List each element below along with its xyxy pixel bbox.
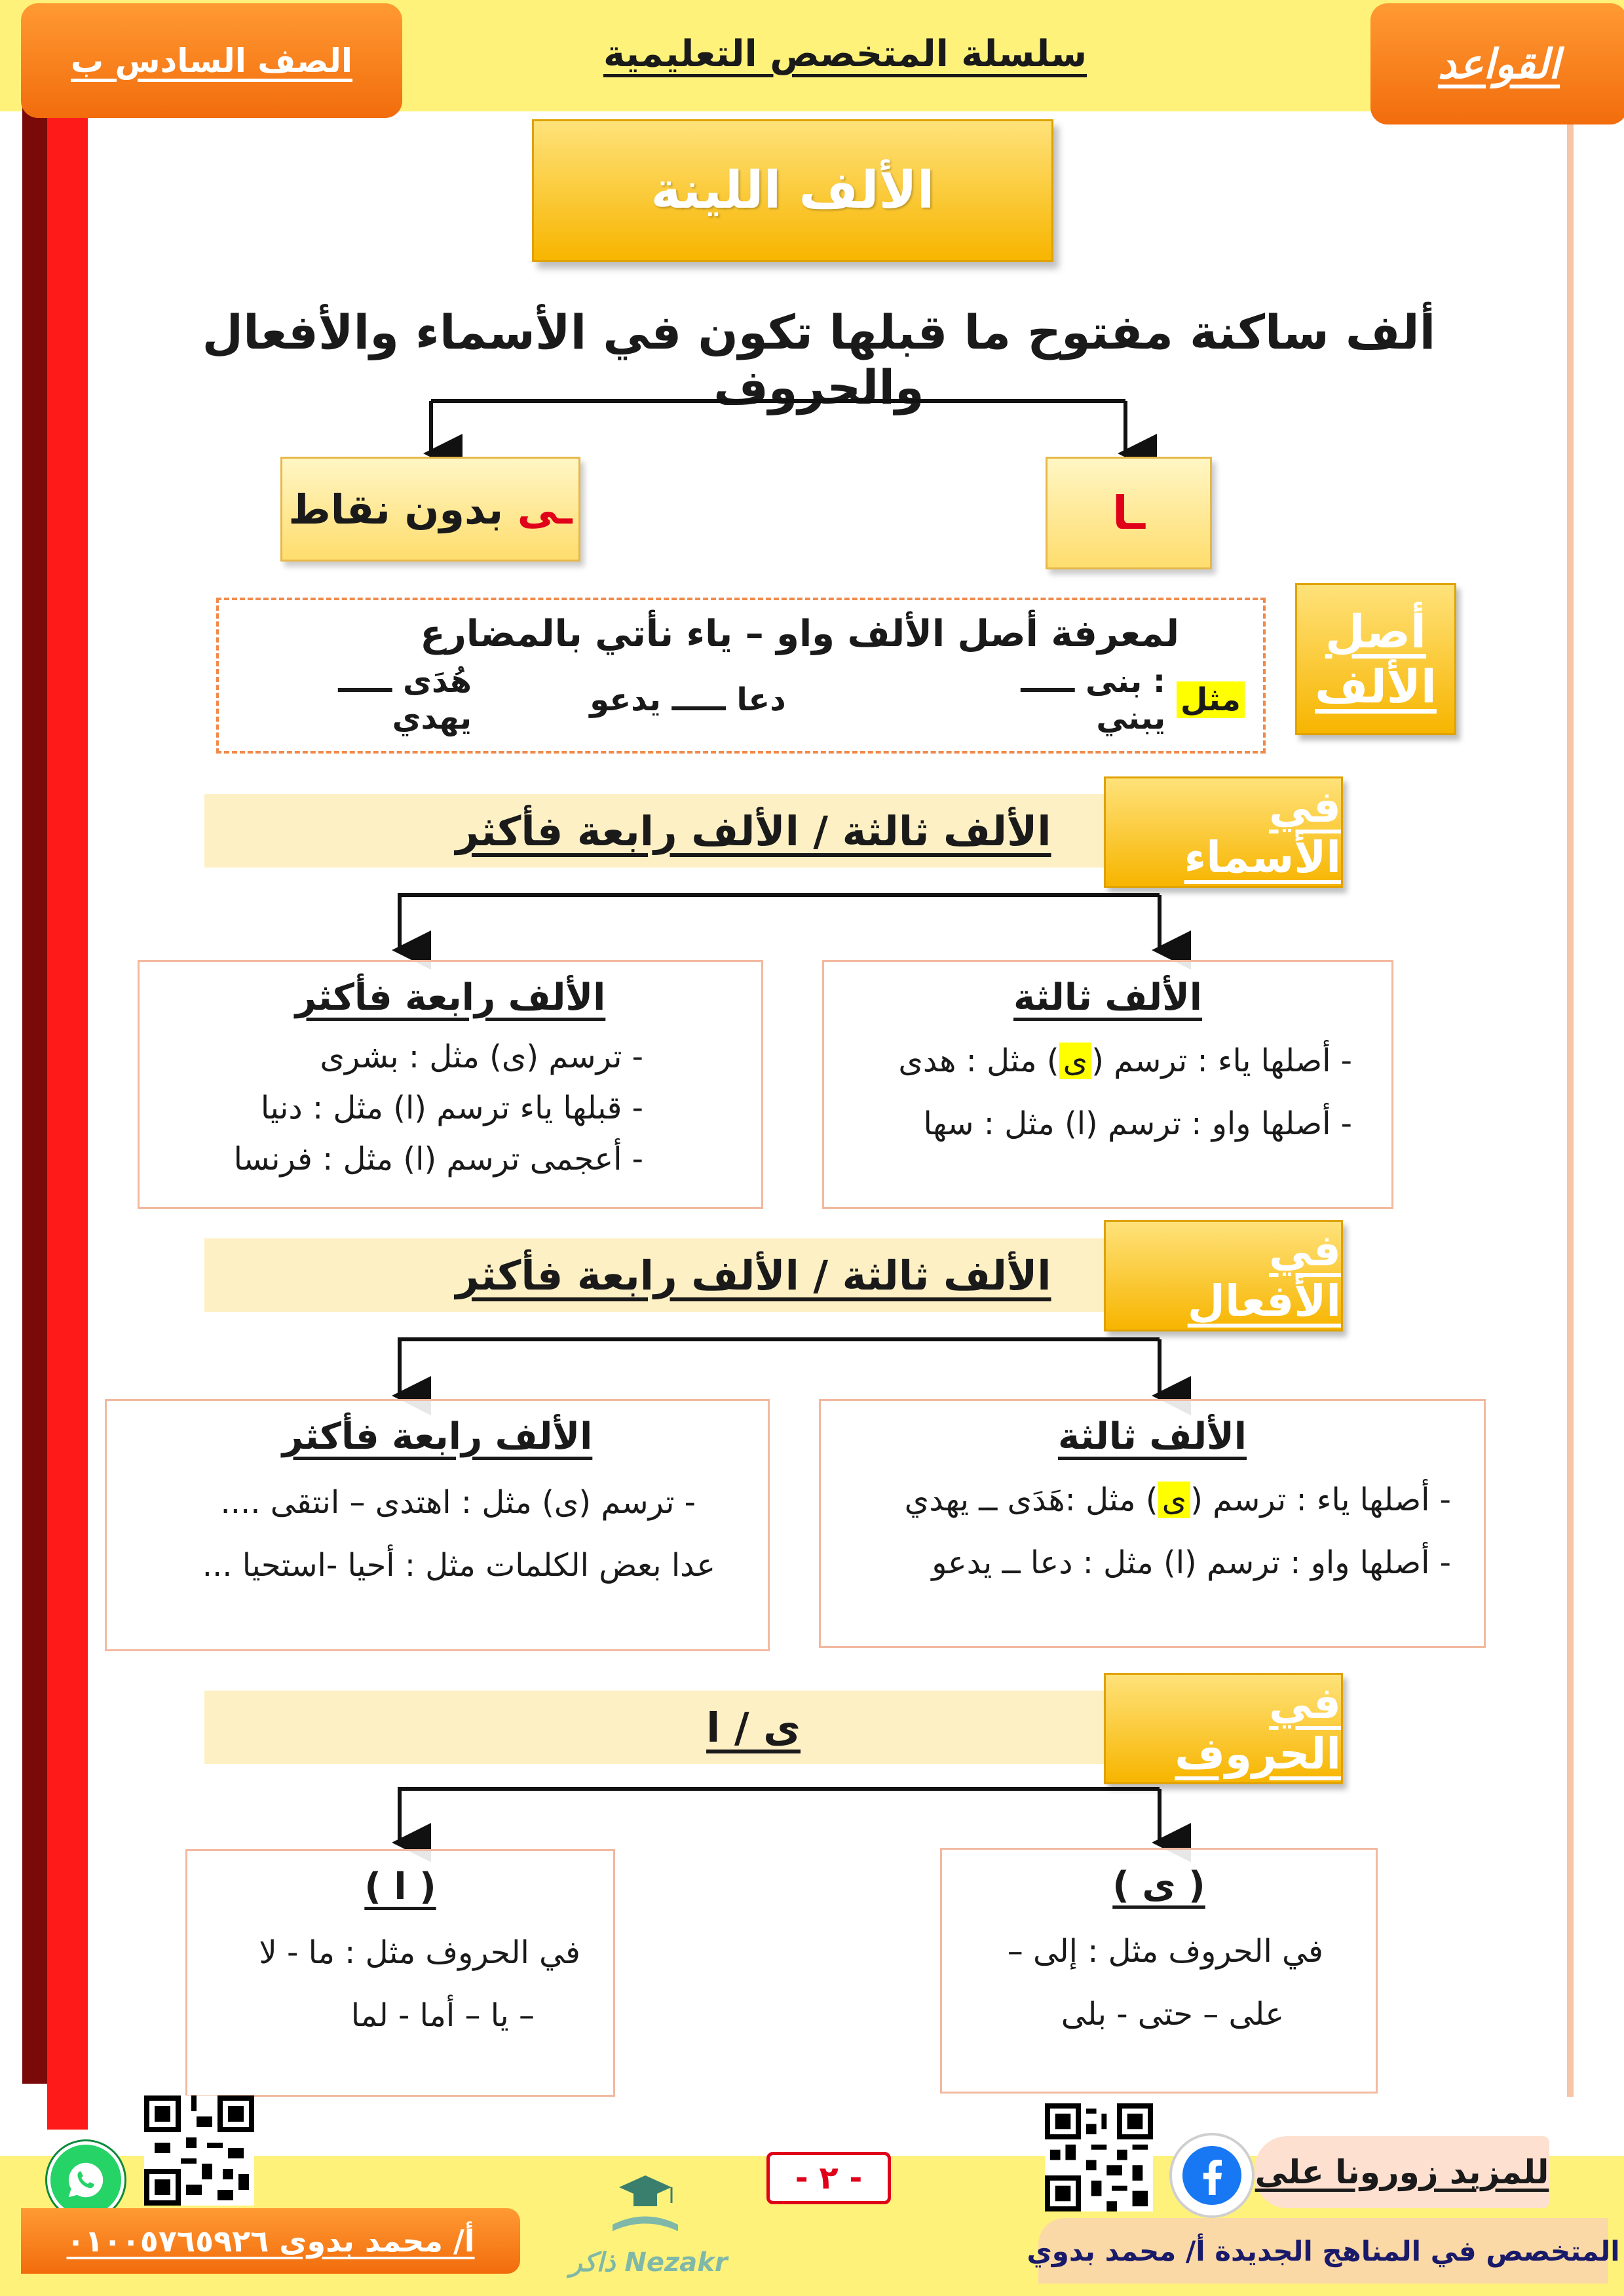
verbs-label bbox=[1104, 1220, 1343, 1331]
teacher-phone-text: أ/ محمد بدوى ٠١٠٠٥٧٦٥٩٢٦ bbox=[66, 2223, 475, 2259]
grade-label: الصف السادس ب bbox=[71, 41, 353, 80]
alif-madd-box: ـا bbox=[1046, 457, 1212, 569]
verbs-third-line1-hl: ى bbox=[1158, 1482, 1191, 1518]
origin-example-1 bbox=[956, 663, 1245, 737]
origin-text: لمعرفة أصل الألف واو – ياء نأتي بالمضارع bbox=[420, 613, 1179, 655]
nezakr-logo-icon bbox=[599, 2162, 691, 2241]
subject-tab bbox=[1370, 3, 1624, 124]
nouns-fourth-line2: - قبلها ياء ترسم (ا) مثل : دنيا bbox=[260, 1090, 643, 1126]
origin-example-3: هُدَى ـــــ يهدي bbox=[338, 663, 472, 737]
verbs-fourth-title: الألف رابعة فأكثر bbox=[282, 1415, 593, 1458]
letters-strip-label: ى / ا bbox=[706, 1703, 801, 1751]
nouns-third-line1 bbox=[824, 1043, 1352, 1079]
nouns-fourth-line3: - أعجمى ترسم (ا) مثل : فرنسا bbox=[233, 1141, 643, 1177]
footer-tagline: المتخصص في المناهج الجديدة أ/ محمد بدوي bbox=[1038, 2218, 1608, 2284]
nouns-third-line2: - أصلها واو : ترسم (ا) مثل : سها bbox=[923, 1105, 1352, 1142]
facebook-icon[interactable] bbox=[1169, 2133, 1255, 2218]
nouns-third-line1-b: ) مثل : هدى bbox=[898, 1043, 1059, 1079]
page-number: - ٢ - bbox=[766, 2152, 891, 2204]
left-margin-bar bbox=[47, 98, 88, 2130]
nouns-fourth-title: الألف رابعة فأكثر bbox=[295, 976, 606, 1019]
nouns-third-box bbox=[822, 960, 1393, 1209]
verbs-third-line1-a: - أصلها ياء : ترسم ( bbox=[1190, 1482, 1451, 1518]
nouns-fourth-line1: - ترسم (ى) مثل : بشرى bbox=[320, 1039, 643, 1075]
verbs-third-title: الألف ثالثة bbox=[1057, 1415, 1247, 1458]
series-title: سلسلة المتخصص التعليمية bbox=[603, 33, 1087, 75]
letters-strip-text bbox=[393, 1691, 1114, 1764]
qr-code-facebook-icon[interactable] bbox=[1045, 2103, 1153, 2211]
alif-maqsura-box bbox=[280, 457, 580, 562]
verbs-strip-label: الألف ثالثة / الألف رابعة فأكثر bbox=[455, 1251, 1051, 1299]
example-label: مثل bbox=[1177, 681, 1245, 718]
nouns-fourth-box bbox=[138, 960, 763, 1209]
verbs-fourth-box bbox=[105, 1399, 770, 1651]
letters-alif-box bbox=[185, 1849, 615, 2097]
nouns-strip-text bbox=[393, 794, 1114, 868]
nouns-strip-label: الألف ثالثة / الألف رابعة فأكثر bbox=[455, 807, 1051, 855]
nouns-label-text: في الأسماء bbox=[1184, 782, 1341, 883]
letters-ya-line2: على – حتى - بلى bbox=[1061, 1996, 1284, 2033]
visit-us-tab[interactable] bbox=[1255, 2136, 1549, 2208]
visit-us-text: للمزيد زورونا على bbox=[1255, 2153, 1549, 2191]
verbs-third-line2: - أصلها واو : ترسم (ا) مثل : دعا ــ يدعو bbox=[932, 1544, 1451, 1581]
right-margin-rule bbox=[1567, 124, 1574, 2097]
letters-alif-line2: – يا – أما - لما bbox=[350, 1997, 535, 2034]
letters-alif-line1: في الحروف مثل : ما - لا bbox=[259, 1934, 580, 1971]
nouns-third-line1-hl: ى bbox=[1059, 1043, 1092, 1079]
verbs-third-line1 bbox=[821, 1482, 1451, 1518]
definition: ألف ساكنة مفتوح ما قبلها تكون في الأسماء والأفعال والحروف bbox=[202, 305, 1436, 415]
verbs-fourth-line2: عدا بعض الكلمات مثل : أحيا -استحيا ... bbox=[202, 1547, 715, 1584]
verbs-third-box bbox=[819, 1399, 1486, 1648]
letters-alif-title: ( ا ) bbox=[364, 1866, 436, 1908]
maqsura-letter: ـى bbox=[517, 485, 573, 533]
origin-label-line2: الألف bbox=[1315, 660, 1437, 714]
verbs-fourth-line1: - ترسم (ى) مثل : اهتدى – انتقى .... bbox=[220, 1484, 696, 1521]
letters-ya-line1: في الحروف مثل : إلى – bbox=[1007, 1933, 1323, 1970]
nouns-third-title: الألف ثالثة bbox=[1013, 976, 1202, 1019]
example-1-text: : بنى ـــــ يبني bbox=[1021, 663, 1166, 737]
letters-label-text: في الحروف bbox=[1175, 1678, 1341, 1779]
origin-label bbox=[1295, 583, 1456, 735]
letters-label bbox=[1104, 1673, 1343, 1784]
qr-code-whatsapp-icon[interactable] bbox=[144, 2095, 254, 2206]
grade-tab bbox=[21, 3, 402, 118]
letters-ya-title: ( ى ) bbox=[1112, 1864, 1205, 1907]
teacher-phone-tab bbox=[21, 2208, 520, 2274]
nouns-third-line1-a: - أصلها ياء : ترسم ( bbox=[1091, 1043, 1352, 1079]
maqsura-text: بدون نقاط bbox=[288, 485, 504, 533]
verbs-strip-text bbox=[393, 1238, 1114, 1312]
nouns-label bbox=[1104, 776, 1343, 888]
page-title: الألف اللينة bbox=[532, 119, 1053, 262]
origin-label-line1: أصل bbox=[1325, 605, 1427, 659]
nezakr-logo-text: Nezakr ذاكر bbox=[569, 2248, 728, 2278]
origin-example-2: دعا ـــــ يدعو bbox=[590, 681, 786, 718]
verbs-third-line1-b: ) مثل :هَدَى ــ يهدي bbox=[904, 1482, 1158, 1518]
verbs-label-text: في الأفعال bbox=[1187, 1225, 1341, 1326]
subject-label: القواعد bbox=[1437, 40, 1560, 88]
whatsapp-icon[interactable] bbox=[47, 2141, 124, 2219]
letters-ya-box bbox=[940, 1848, 1378, 2094]
